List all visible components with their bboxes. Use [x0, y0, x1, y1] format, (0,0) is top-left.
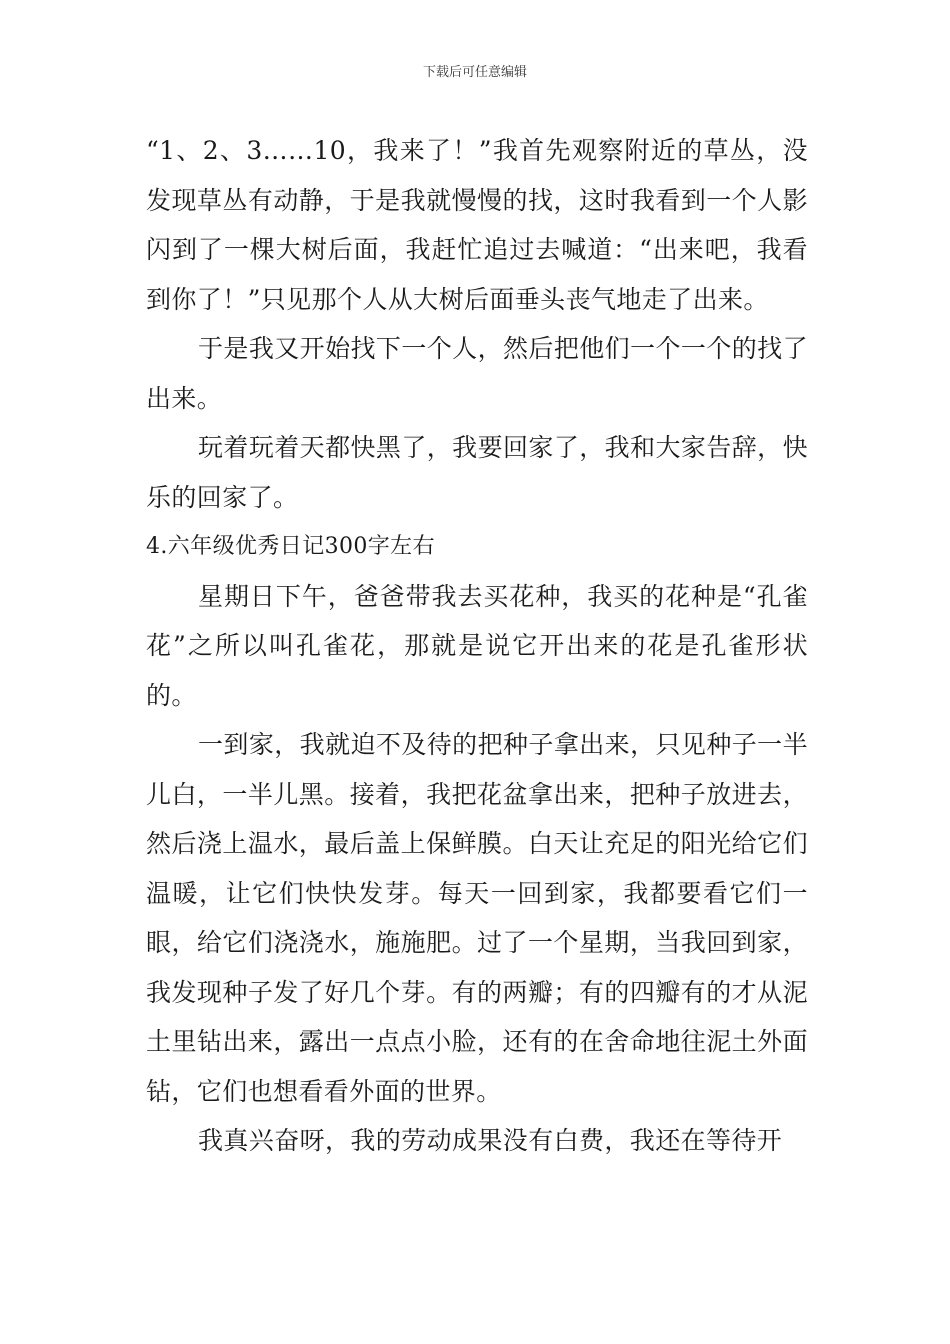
paragraph-seek-game: “1、2、3……10，我来了！”我首先观察附近的草丛，没发现草丛有动静，于是我就慢慢的找，这时我看到一个人影闪到了一棵大树后面，我赶忙追过去喊道：“出来吧，我看到你了！”只见那个人从大树后面垂头丧气地走了出来。: [146, 136, 808, 314]
paragraph-excited: 我真兴奋呀，我的劳动成果没有白费，我还在等待开: [198, 1126, 783, 1155]
section-heading: 4.六年级优秀日记300字左右: [146, 534, 435, 559]
paragraph-go-home: 玩着玩着天都快黑了，我要回家了，我和大家告辞，快乐的回家了。: [146, 433, 808, 512]
page-header: 下载后可任意编辑: [422, 65, 527, 80]
paragraph-plant-seeds: 一到家，我就迫不及待的把种子拿出来，只见种子一半儿白，一半儿黑。接着，我把花盆拿出来，把种子放进去，然后浇上温水，最后盖上保鲜膜。白天让充足的阳光给它们温暖，让它们快快发芽。每天一回到家，我都要看它们一眼，给它们浇浇水，施施肥。过了一个星期，当我回到家，我发现种子发了好几个芽。有的两瓣；有的四瓣有的才从泥土里钻出来，露出一点点小脸，还有的在舍命地往泥土外面钻，它们也想看看外面的世界。: [146, 730, 808, 1106]
paragraph-find-others: 于是我又开始找下一个人，然后把他们一个一个的找了出来。: [146, 334, 808, 413]
paragraph-buy-seeds: 星期日下午，爸爸带我去买花种，我买的花种是“孔雀花”之所以叫孔雀花，那就是说它开出来的花是孔雀形状的。: [146, 581, 808, 710]
document-body: [146, 126, 808, 1166]
